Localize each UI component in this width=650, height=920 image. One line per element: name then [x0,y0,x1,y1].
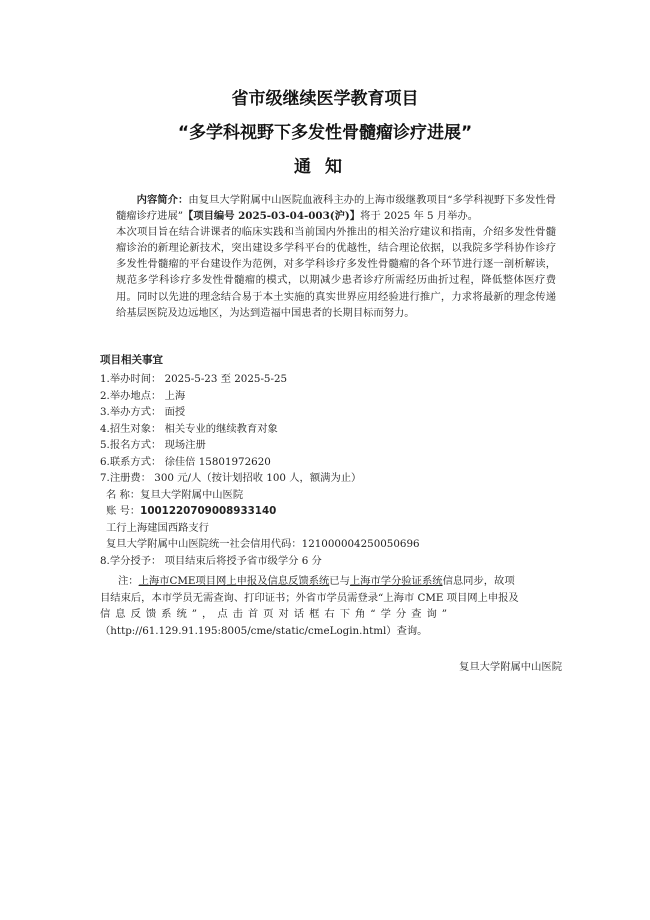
detail-item: 7.注册费： 300 元/人（按计划招收 100 人，额满为止） [100,472,362,484]
header-title-line1: 省市级继续医学教育项目 [231,89,419,109]
note-mid: 已与 [329,575,350,587]
bank-name: 工行上海建国西路支行 [106,521,209,534]
header-title-notice: 通知 [294,157,356,177]
cme-system-link[interactable]: 上海市CME项目网上申报及信息反馈系统 [138,575,330,587]
detail-item: 5.报名方式： 现场注册 [100,439,206,451]
cme-login-url[interactable]: （http://61.129.91.195:8005/cme/static/cmeLogin.html）查询。 [100,624,428,637]
account-number-label: 账 号： [106,505,141,517]
project-code: 【项目编号 2025-03-04-003(沪)】 [183,210,361,223]
account-name: 名 称：复旦大学附属中山医院 [106,488,244,501]
detail-item: 6.联系方式： 徐佳倍 15801972620 [100,455,271,468]
intro-paragraph-1 [116,192,556,224]
intro-section [116,192,556,321]
intro-text-a: 由复旦大学附属中山医院血液科主办的上海市级继教项目“多学科视野下多发性骨髓瘤诊疗进展” [116,194,557,223]
detail-item: 2.举办地点： 上海 [100,389,186,402]
signature: 复旦大学附属中山医院 [459,661,562,673]
detail-item: 1.举办时间： 2025-5-23 至 2025-5-25 [100,373,288,385]
account-number: 1001220709008933140 [140,505,277,517]
account-number-row [100,503,560,520]
detail-item: 3.举办方式： 面授 [100,406,186,418]
credit-code: 复旦大学附属中山医院统一社会信用代码：121000004250050696 [106,538,420,550]
note-line-3: 信息反馈系统”，点击首页对话框右下角“学分查询” [100,608,453,620]
header-title-line2: “多学科视野下多发性骨髓瘤诊疗进展” [177,123,473,143]
section-heading: 项目相关事宜 [100,354,163,366]
note-section [100,573,556,639]
note-prefix: 注： [118,575,139,587]
credit-verify-link[interactable]: 上海市学分验证系统 [349,575,443,587]
intro-text-b: 将于 2025 年 5 月举办。 [360,210,479,223]
detail-item: 4.招生对象： 相关专业的继续教育对象 [100,422,278,435]
intro-label: 内容简介： [136,194,189,206]
detail-item: 8.学分授予： 项目结束后将授予省市级学分 6 分 [100,554,322,567]
details-list [100,371,560,569]
note-tail: 信息同步，故项 [442,575,515,587]
note-line-1 [100,573,556,590]
note-line-2: 目结束后，本市学员无需查询、打印证书；外省市学员需登录“上海市 CME 项目网上申报及 [100,591,519,604]
intro-paragraph-2: 本次项目旨在结合讲课者的临床实践和当前国内外推出的相关治疗建议和指南，介绍多发性骨髓瘤诊治的新理论新技术，突出建设多学科平台的优越性，结合理论依据，以我院多学科协作诊疗多发性骨髓瘤的平台建设作为范例，对多学科诊疗多发性骨髓瘤的各个环节进行逐一剖析解读，规范多学科诊疗多发性骨髓瘤的模式，以期减少患者诊疗所需经历曲折过程，降低整体医疗费用。同时以先进的理念结合易于本土实施的真实世界应用经验进行推广，力求将最新的理念传递给基层医院及边远地区，为达到造福中国患者的长期目标而努力。 [116,226,556,319]
